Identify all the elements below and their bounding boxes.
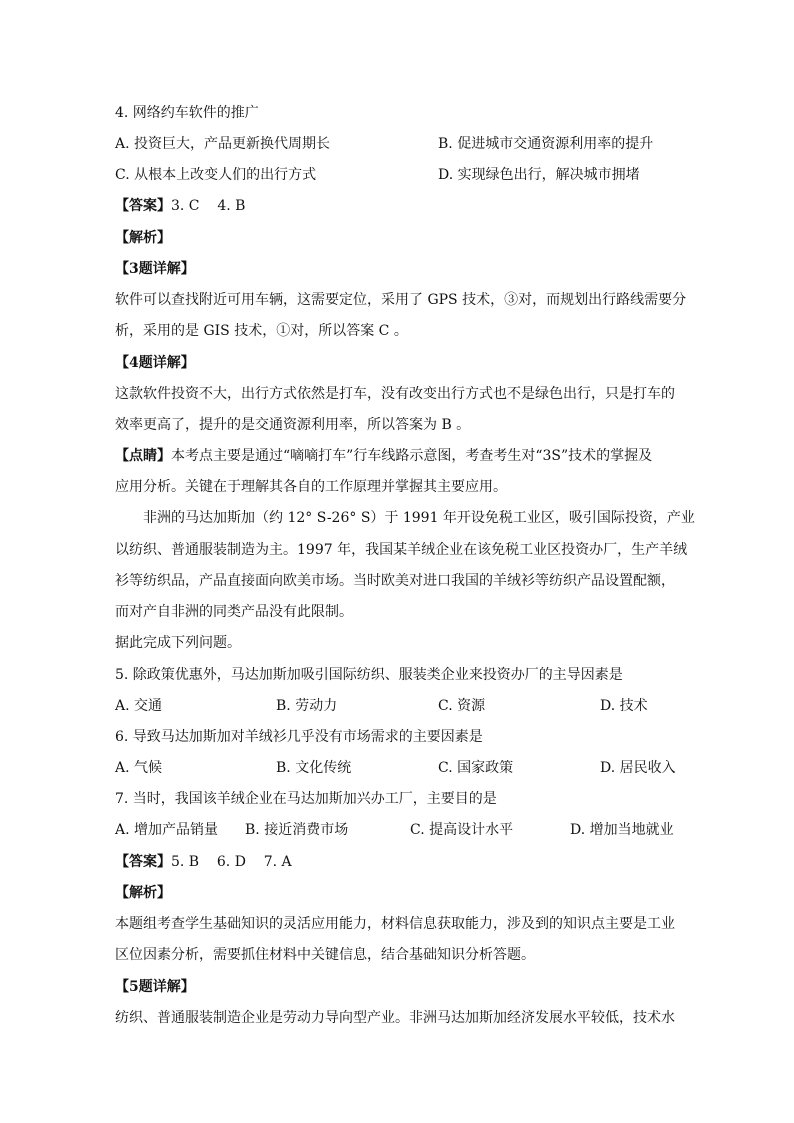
question-4-option-b: B. 促进城市交通资源利用率的提升 xyxy=(438,136,654,152)
detail-5-heading: 【5题详解】 xyxy=(115,979,195,995)
question-4-stem: 4. 网络约车软件的推广 xyxy=(115,105,259,121)
detail-5-line-1: 纺织、普通服装制造企业是劳动力导向型产业。非洲马达加斯加经济发展水平较低，技术水 xyxy=(115,1010,675,1026)
detail-4-heading: 【4题详解】 xyxy=(115,355,195,371)
question-5-option-a: A. 交通 xyxy=(115,698,163,714)
question-7-option-c: C. 提高设计水平 xyxy=(410,822,514,838)
analysis-2-line-1: 本题组考查学生基础知识的灵活应用能力，材料信息获取能力，涉及到的知识点主要是工业 xyxy=(115,916,675,932)
answer-text: 5. B 6. D 7. A xyxy=(171,854,292,870)
detail-3-heading: 【3题详解】 xyxy=(115,261,195,277)
question-5-stem: 5. 除政策优惠外，马达加斯加吸引国际纺织、服装类企业来投资办厂的主导因素是 xyxy=(115,667,623,683)
answer-block-1 xyxy=(115,196,681,216)
question-6-option-a: A. 气候 xyxy=(115,760,163,776)
detail-4-line-1: 这款软件投资不大，出行方式依然是打车，没有改变出行方式也不是绿色出行，只是打车的 xyxy=(115,386,675,402)
material-line-1: 非洲的马达加斯加（约 12° S-26° S）于 1991 年开设免税工业区，吸引国际投资，产业 xyxy=(143,510,695,526)
detail-4-line-2: 效率更高了，提升的是交通资源利用率，所以答案为 B 。 xyxy=(115,417,471,433)
question-4-option-d: D. 实现绿色出行，解决城市拥堵 xyxy=(438,167,640,183)
material-instruction: 据此完成下列问题。 xyxy=(115,635,241,651)
question-4-option-c: C. 从根本上改变人们的出行方式 xyxy=(115,167,317,183)
material-line-3: 衫等纺织品，产品直接面向欧美市场。当时欧美对进口我国的羊绒衫等纺织产品设置配额， xyxy=(115,573,675,589)
question-4-option-a: A. 投资巨大，产品更新换代周期长 xyxy=(115,136,331,152)
question-6-stem: 6. 导致马达加斯加对羊绒衫几乎没有市场需求的主要因素是 xyxy=(115,729,483,745)
dianjing-line-2: 应用分析。关键在于理解其各自的工作原理并掌握其主要应用。 xyxy=(115,479,507,495)
dianjing-text-1: 本考点主要是通过“嘀嘀打车”行车线路示意图，考查考生对“3S”技术的掌握及 xyxy=(171,448,653,464)
question-6-option-b: B. 文化传统 xyxy=(276,760,352,776)
question-5-option-c: C. 资源 xyxy=(438,698,486,714)
question-6-option-d: D. 居民收入 xyxy=(600,760,676,776)
detail-3-line-2: 析，采用的是 GIS 技术，①对，所以答案 C 。 xyxy=(115,323,408,339)
dianjing-label: 【点睛】 xyxy=(115,448,171,464)
dianjing-line-1 xyxy=(115,446,681,466)
analysis-heading-2: 【解析】 xyxy=(115,885,171,901)
answer-label: 【答案】 xyxy=(115,198,171,214)
analysis-2-line-2: 区位因素分析，需要抓住材料中关键信息，结合基础知识分析答题。 xyxy=(115,947,535,963)
material-line-2: 以纺织、普通服装制造为主。1997 年，我国某羊绒企业在该免税工业区投资办厂，生产羊绒 xyxy=(115,542,688,558)
question-7-option-b: B. 接近消费市场 xyxy=(245,822,349,838)
question-5-option-d: D. 技术 xyxy=(600,698,648,714)
question-7-option-d: D. 增加当地就业 xyxy=(570,822,674,838)
answer-text: 3. C 4. B xyxy=(171,198,246,214)
analysis-heading-1: 【解析】 xyxy=(115,230,171,246)
question-6-option-c: C. 国家政策 xyxy=(438,760,514,776)
detail-3-line-1: 软件可以查找附近可用车辆，这需要定位，采用了 GPS 技术，③对，而规划出行路线需要分 xyxy=(115,292,687,308)
question-7-stem: 7. 当时，我国该羊绒企业在马达加斯加兴办工厂，主要目的是 xyxy=(115,791,497,807)
answer-block-2 xyxy=(115,852,681,872)
question-7-option-a: A. 增加产品销量 xyxy=(115,822,219,838)
question-5-option-b: B. 劳动力 xyxy=(276,698,338,714)
answer-label: 【答案】 xyxy=(115,854,171,870)
material-line-4: 而对产自非洲的同类产品没有此限制。 xyxy=(115,604,353,620)
